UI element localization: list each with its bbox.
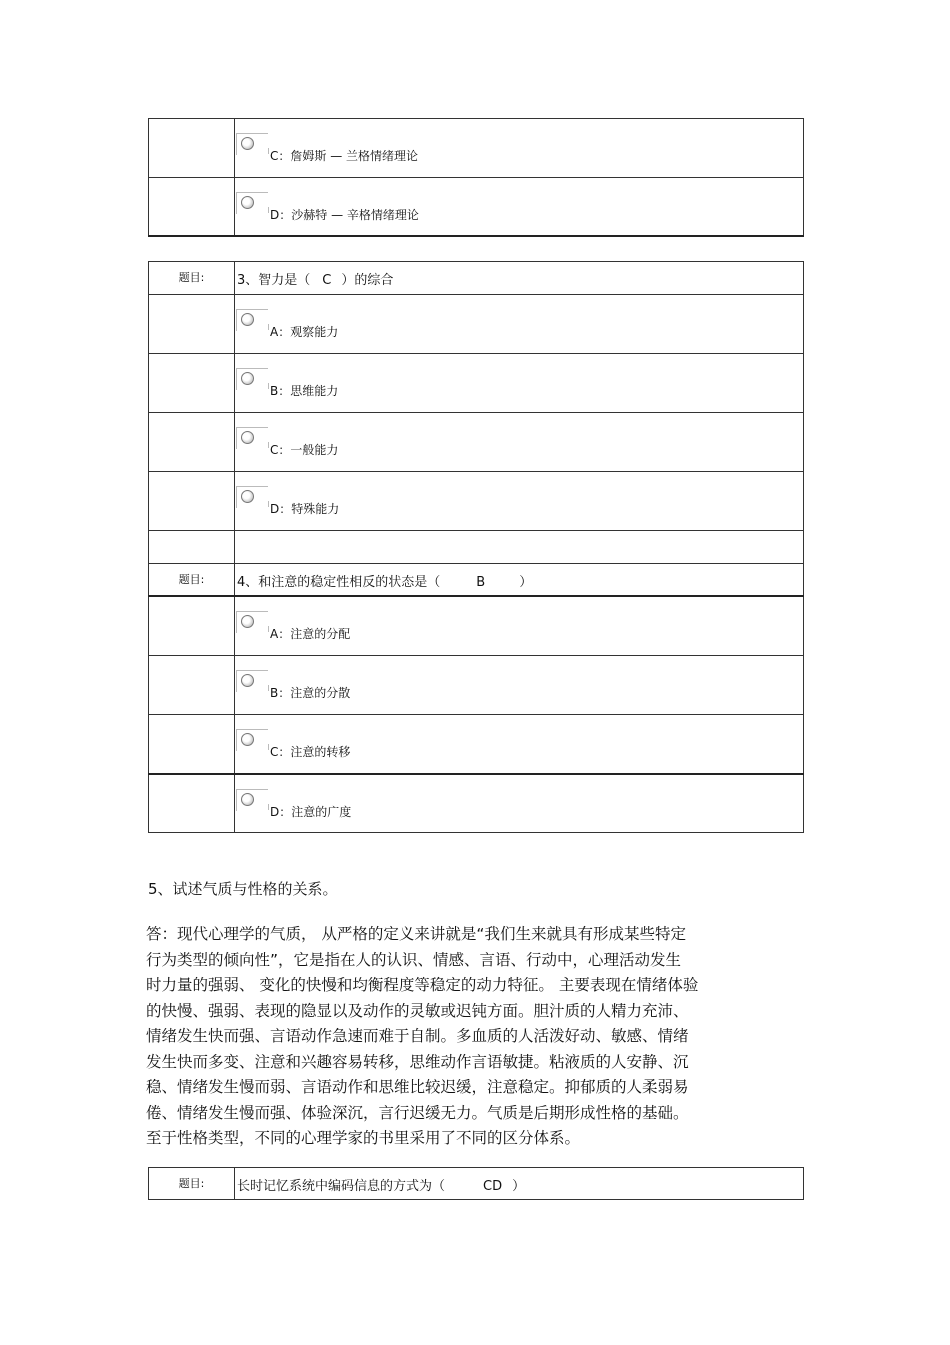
label-cell bbox=[149, 472, 235, 531]
option-label: C：一般能力 bbox=[270, 443, 339, 457]
answer-line: 时力量的强弱、 变化的快慢和均衡程度等稳定的动力特征。 主要表现在情绪体验 bbox=[146, 976, 699, 994]
option-cell[interactable] bbox=[235, 295, 804, 354]
answer-line: 至于性格类型，不同的心理学家的书里采用了不同的区分体系。 bbox=[146, 1129, 581, 1147]
option-cell[interactable] bbox=[235, 655, 804, 714]
option-label: B：注意的分散 bbox=[270, 685, 351, 700]
radio-button[interactable] bbox=[236, 789, 268, 811]
option-cell[interactable] bbox=[235, 774, 804, 833]
answer-text: B bbox=[476, 575, 486, 590]
option-label: D：注意的广度 bbox=[270, 804, 352, 819]
radio-circle-icon bbox=[241, 490, 254, 503]
radio-circle-icon bbox=[241, 313, 254, 326]
question-6-table bbox=[148, 1167, 804, 1200]
option-label: D：特殊能力 bbox=[270, 502, 340, 516]
answer-line: 情绪发生快而强、言语动作急速而难于自制。多血质的人活泼好动、敏感、情绪 bbox=[146, 1027, 689, 1045]
option-label: D：沙赫特 — 辛格情绪理论 bbox=[270, 208, 419, 222]
label-cell bbox=[149, 295, 235, 354]
label-cell bbox=[149, 714, 235, 774]
question-5-title: 5、试述气质与性格的关系。 bbox=[148, 880, 338, 898]
radio-circle-icon bbox=[241, 733, 254, 746]
radio-circle-icon bbox=[241, 674, 254, 687]
question-label: 题目: bbox=[149, 564, 235, 596]
answer-line: 发生快而多变、注意和兴趣容易转移，思维动作言语敏捷。粘液质的人安静、沉 bbox=[146, 1052, 689, 1071]
answer-line: 稳、情绪发生慢而弱、言语动作和思维比较迟缓，注意稳定。抑郁质的人柔弱易 bbox=[146, 1078, 689, 1096]
label-cell bbox=[149, 413, 235, 472]
question-label: 题目: bbox=[149, 262, 235, 295]
question-label: 题目: bbox=[149, 1168, 235, 1200]
option-cell[interactable] bbox=[235, 354, 804, 413]
option-cell[interactable] bbox=[235, 714, 804, 774]
option-label: A：注意的分配 bbox=[270, 626, 351, 641]
radio-button[interactable] bbox=[236, 427, 268, 449]
option-cell[interactable] bbox=[235, 413, 804, 472]
radio-button[interactable] bbox=[236, 729, 268, 751]
radio-circle-icon bbox=[241, 431, 254, 444]
radio-button[interactable] bbox=[236, 611, 268, 633]
answer-text: C bbox=[322, 273, 332, 288]
question-text: 3、智力是（ C ）的综合 bbox=[235, 262, 804, 295]
radio-circle-icon bbox=[241, 196, 254, 209]
label-cell bbox=[149, 178, 235, 237]
radio-button[interactable] bbox=[236, 133, 268, 155]
option-cell[interactable] bbox=[235, 178, 804, 237]
answer-line: 行为类型的倾向性”，它是指在人的认识、情感、言语、行动中，心理活动发生 bbox=[146, 950, 682, 969]
option-label: C：詹姆斯 — 兰格情绪理论 bbox=[270, 149, 419, 163]
option-cell[interactable] bbox=[235, 119, 804, 178]
radio-button[interactable] bbox=[236, 368, 268, 390]
answer-line: 答：现代心理学的气质， 从严格的定义来讲就是“我们生来就具有形成某些特定 bbox=[146, 925, 686, 943]
radio-button[interactable] bbox=[236, 192, 268, 214]
label-cell bbox=[149, 354, 235, 413]
answer-line: 的快慢、强弱、表现的隐显以及动作的灵敏或迟钝方面。胆汁质的人精力充沛、 bbox=[146, 1001, 689, 1020]
answer-line: 倦、情绪发生慢而强、体验深沉，言行迟缓无力。气质是后期形成性格的基础。 bbox=[146, 1103, 689, 1122]
radio-button[interactable] bbox=[236, 670, 268, 692]
radio-circle-icon bbox=[241, 615, 254, 628]
question-text: 长时记忆系统中编码信息的方式为（ CD ） bbox=[235, 1168, 804, 1200]
label-cell bbox=[149, 531, 235, 564]
radio-circle-icon bbox=[241, 137, 254, 150]
option-label: C：注意的转移 bbox=[270, 744, 351, 759]
label-cell bbox=[149, 655, 235, 714]
label-cell bbox=[149, 119, 235, 178]
question-3-4-table bbox=[148, 261, 804, 833]
radio-button[interactable] bbox=[236, 309, 268, 331]
question-5-answer bbox=[146, 922, 806, 1152]
option-label: B：思维能力 bbox=[270, 384, 339, 398]
radio-button[interactable] bbox=[236, 486, 268, 508]
question-text: 4、和注意的稳定性相反的状态是（ B ） bbox=[235, 564, 804, 596]
option-cell[interactable] bbox=[235, 596, 804, 656]
empty-cell bbox=[235, 531, 804, 564]
answer-text: CD bbox=[483, 1179, 503, 1194]
option-cell[interactable] bbox=[235, 472, 804, 531]
question-2-options-table bbox=[148, 118, 804, 237]
option-label: A：观察能力 bbox=[270, 325, 339, 339]
label-cell bbox=[149, 774, 235, 833]
label-cell bbox=[149, 596, 235, 656]
radio-circle-icon bbox=[241, 793, 254, 806]
radio-circle-icon bbox=[241, 372, 254, 385]
